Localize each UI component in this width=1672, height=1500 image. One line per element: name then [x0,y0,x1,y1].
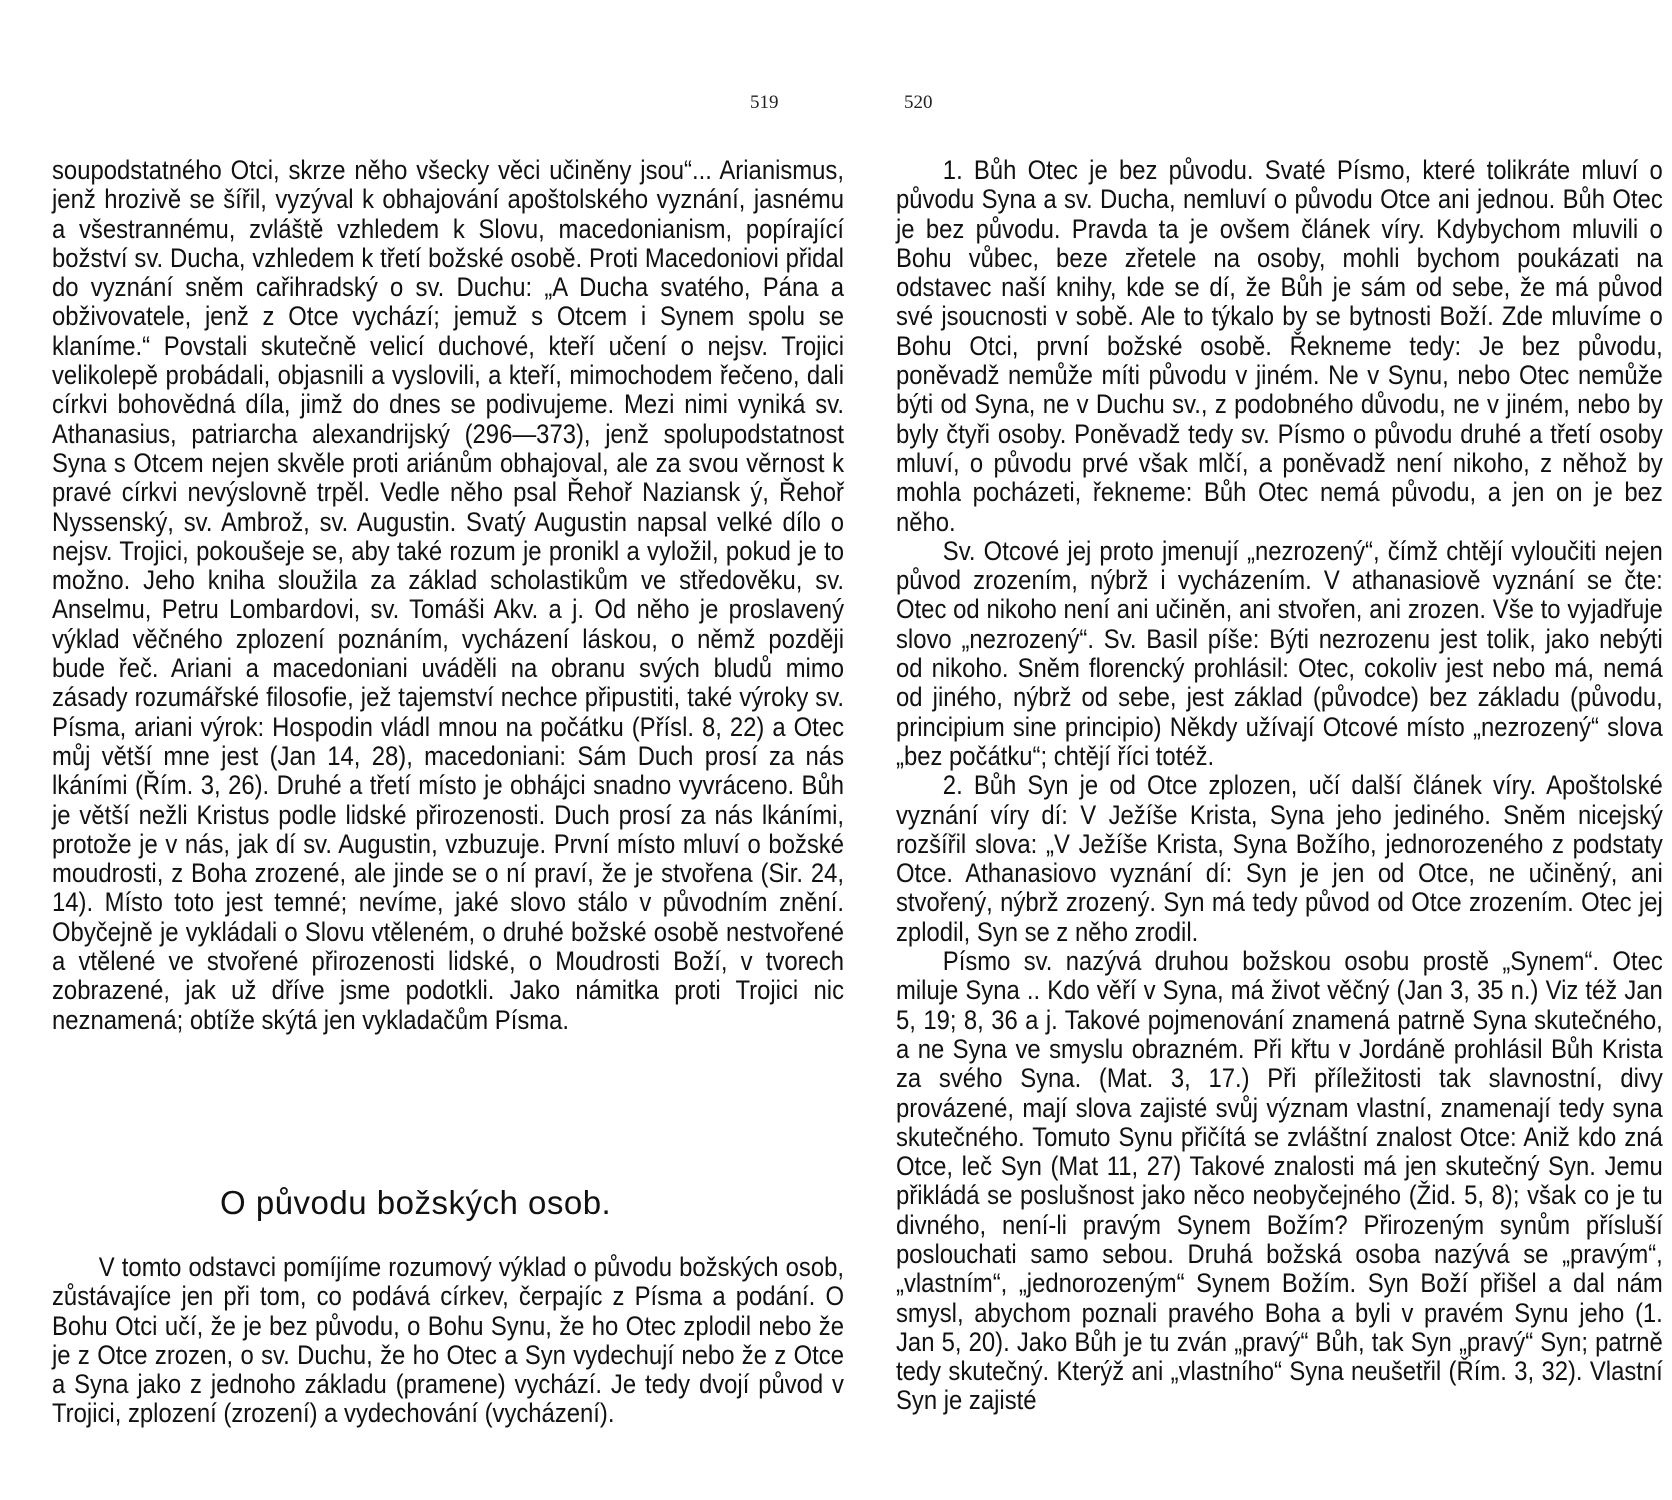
paragraph: Písmo sv. nazývá druhou božskou osobu prostě „Synem“. Otec miluje Syna .. Kdo věří v Syna, má život věčný (Jan 3, 35 n.) Viz též Jan 5, 19; 8, 36 a j. Takové pojmenování znamená patrně Syna skutečného, a ne Syna ve smyslu obrazném. Při křtu v Jordáně prohlásil Bůh Krista za svého Syna. (Mat. 3, 17.) Při příležitosti tak slavnostní, divy provázené, mají slova zajisté svůj význam vlastní, znamenají tedy syna skutečného. Tomuto Synu přičítá se zvláštní znalost Otce: Aniž kdo zná Otce, leč Syn (Mat 11, 27) Takové znalosti má jen skutečný Syn. Jemu přikládá se poslušnost jako něco neobyčejného (Žid. 5, 8); však co je tu divného, není-li pravým Synem Božím? Přirozeným synům přísluší poslouchati samo sebou. Druhá božská osoba nazývá se „pravým“, „vlastním“, „jednorozeným“ Synem Božím. Syn Boží přišel a dal nám smysl, abychom poznali pravého Boha a byli v pravém Synu jeho (1. Jan 5, 20). Jako Bůh je tu zván „pravý“ Bůh, tak Syn „pravý“ Syn; patrně tedy skutečný. Kterýž ani „vlastního“ Syna neušetřil (Řím. 3, 32). Vlastní Syn je zajisté [896,946,1663,1416]
paragraph: V tomto odstavci pomíjíme rozumový výklad o původu božských osob, zůstávajíce jen při tom, co podává církev, čerpajíc z Písma a podání. O Bohu Otci učí, že je bez původu, o Bohu Synu, že ho Otec zplodil nebo že je z Otce zrozen, o sv. Duchu, že ho Otec a Syn vydechují nebo že z Otce a Syna jako z jednoho základu (pramene) vychází. Je tedy dvojí původ v Trojici, zplození (zrození) a vydechování (vycházení). [52,1252,845,1429]
right-body-text [896,156,1663,1416]
paragraph: 2. Bůh Syn je od Otce zplozen, učí další článek víry. Apoštolské vyznání víry dí: V Ježíše Krista, Syna jeho jediného. Sněm nicejský rozšířil slova: „V Ježíše Krista, Syna Božího, jednorozeného z podstaty Otce. Athanasiovo vyznání dí: Syn je jen od Otce, ne učiněný, ani stvořený, nýbrž zrozený. Syn má tedy původ od Otce zrozením. Otec jej zplodil, Syn se z něho zrodil. [896,770,1663,947]
left-body-text [52,156,844,1035]
left-page-number: 519 [750,92,779,113]
paragraph: Sv. Otcové jej proto jmenují „nezrozený“, čímž chtějí vyloučiti nejen původ zrozením, nýbrž i vycházením. V athanasiově vyznání se čte: Otec od nikoho není ani učiněn, ani stvořen, ani zrozen. Vše to vyjadřuje slovo „nezrozený“. Sv. Basil píše: Býti nezrozenu jest tolik, jako nebýti od nikoho. Sněm florencký prohlásil: Otec, cokoliv jest nebo má, nemá od jiného, nýbrž od sebe, jest základ (původce) bez základu (původu, principium sine principio) Někdy užívají Otcové místo „nezrozený“ slova „bez počátku“; chtějí říci totéž. [896,535,1663,771]
paragraph: 1. Bůh Otec je bez původu. Svaté Písmo, které tolikráte mluví o původu Syna a sv. Ducha, nemluví o původu Otce ani jednou. Bůh Otec je bez původu. Pravda ta je ovšem článek víry. Kdybychom mluvili o Bohu vůbec, beze zřetele na osoby, mohli bychom poukázati na odstavec naší knihy, kde se dí, že Bůh je sám od sebe, že má původ své jsoucnosti v sobě. Ale to týkalo by se bytnosti Boží. Zde mluvíme o Bohu Otci, první božské osobě. Řekneme tedy: Je bez původu, poněvadž nemůže míti původu v jiném. Ne v Synu, nebo Otec nemůže býti od Syna, ne v Duchu sv., z podobného důvodu, ne v jiném, nebo by byly čtyři osoby. Poněvadž tedy sv. Písmo o původu druhé a třetí osoby mluví, o původu prvé však mlčí, a poněvadž není nikoho, z něhož by mohla pocházeti, řekneme: Bůh Otec nemá původu, a jen on je bez něho. [896,155,1663,537]
paragraph: soupodstatného Otci, skrze něho všecky věci učiněny jsou“... Arianismus, jenž hrozivě se šířil, vyzýval k obhajování apoštolského vyznání, jasnému a všestrannému, zvláště vzhledem k Slovu, macedonianism, popírající božství sv. Ducha, vzhledem k třetí božské osobě. Proti Macedoniovi přidal do vyznání sněm cařihradský o sv. Duchu: „A Ducha svatého, Pána a obživovatele, jenž z Otce vychází; jemuž s Otcem i Synem spolu se klaníme.“ Povstali skutečně velicí duchové, kteří učení o nejsv. Trojici velikolepě probádali, objasnili a vyslovili, a kteří, mimochodem řečeno, dali církvi bohovědná díla, jimž do dnes se podivujeme. Mezi nimi vyniká sv. Athanasius, patriarcha alexandrijský (296—373), jenž spolupodstatnost Syna s Otcem nejen skvěle proti ariánům obhajoval, ale za svou věrnost k pravé církvi nevýslovně trpěl. Vedle něho psal Řehoř Naziansk ý, Řehoř Nyssenský, sv. Ambrož, sv. Augustin. Svatý Augustin napsal velké dílo o nejsv. Trojici, pokoušeje se, aby také rozum je pronikl a vyložil, pokud je to možno. Jeho kniha sloužila za základ scholastikům ve středověku, sv. Anselmu, Petru Lombardovi, sv. Tomáši Akv. a j. Od něho je proslavený výklad věčného zplození poznáním, vycházení láskou, o němž později bude řeč. Ariani a macedoniani uváděli na obranu svých bludů mimo zásady rozumářské filosofie, jež tajemství nechce připustiti, také výroky sv. Písma, ariani výrok: Hospodin vládl mnou na počátku (Přísl. 8, 22) a Otec můj větší mne jest (Jan 14, 28), macedoniani: Sám Duch prosí za nás lkáními (Řím. 3, 26). Druhé a třetí místo je obhájci snadno vyvráceno. Bůh je větší nežli Kristus podle lidské přirozenosti. Duch prosí za nás lkáními, protože je v nás, jak dí sv. Augustin, vzbuzuje. První místo mluví o božské moudrosti, z Boha zrozené, ale jinde se o ní praví, že je stvořena (Sir. 24, 14). Místo toto jest temné; nevíme, jaké slovo stálo v původním znění. Obyčejně je vykládali o Slovu vtěleném, o druhé božské osobě nestvořené a vtělené ve stvořené přirozenosti lidské, o Moudrosti Boží, v tvorech zobrazené, jak už dříve jsme podotkli. Jako námitka proti Trojici nic neznamená; obtíže skýtá jen vykladačům Písma. [52,155,844,1035]
section-heading: O původu božských osob. [220,1184,612,1221]
right-page-number: 520 [904,92,933,113]
section-body-text [52,1253,844,1429]
